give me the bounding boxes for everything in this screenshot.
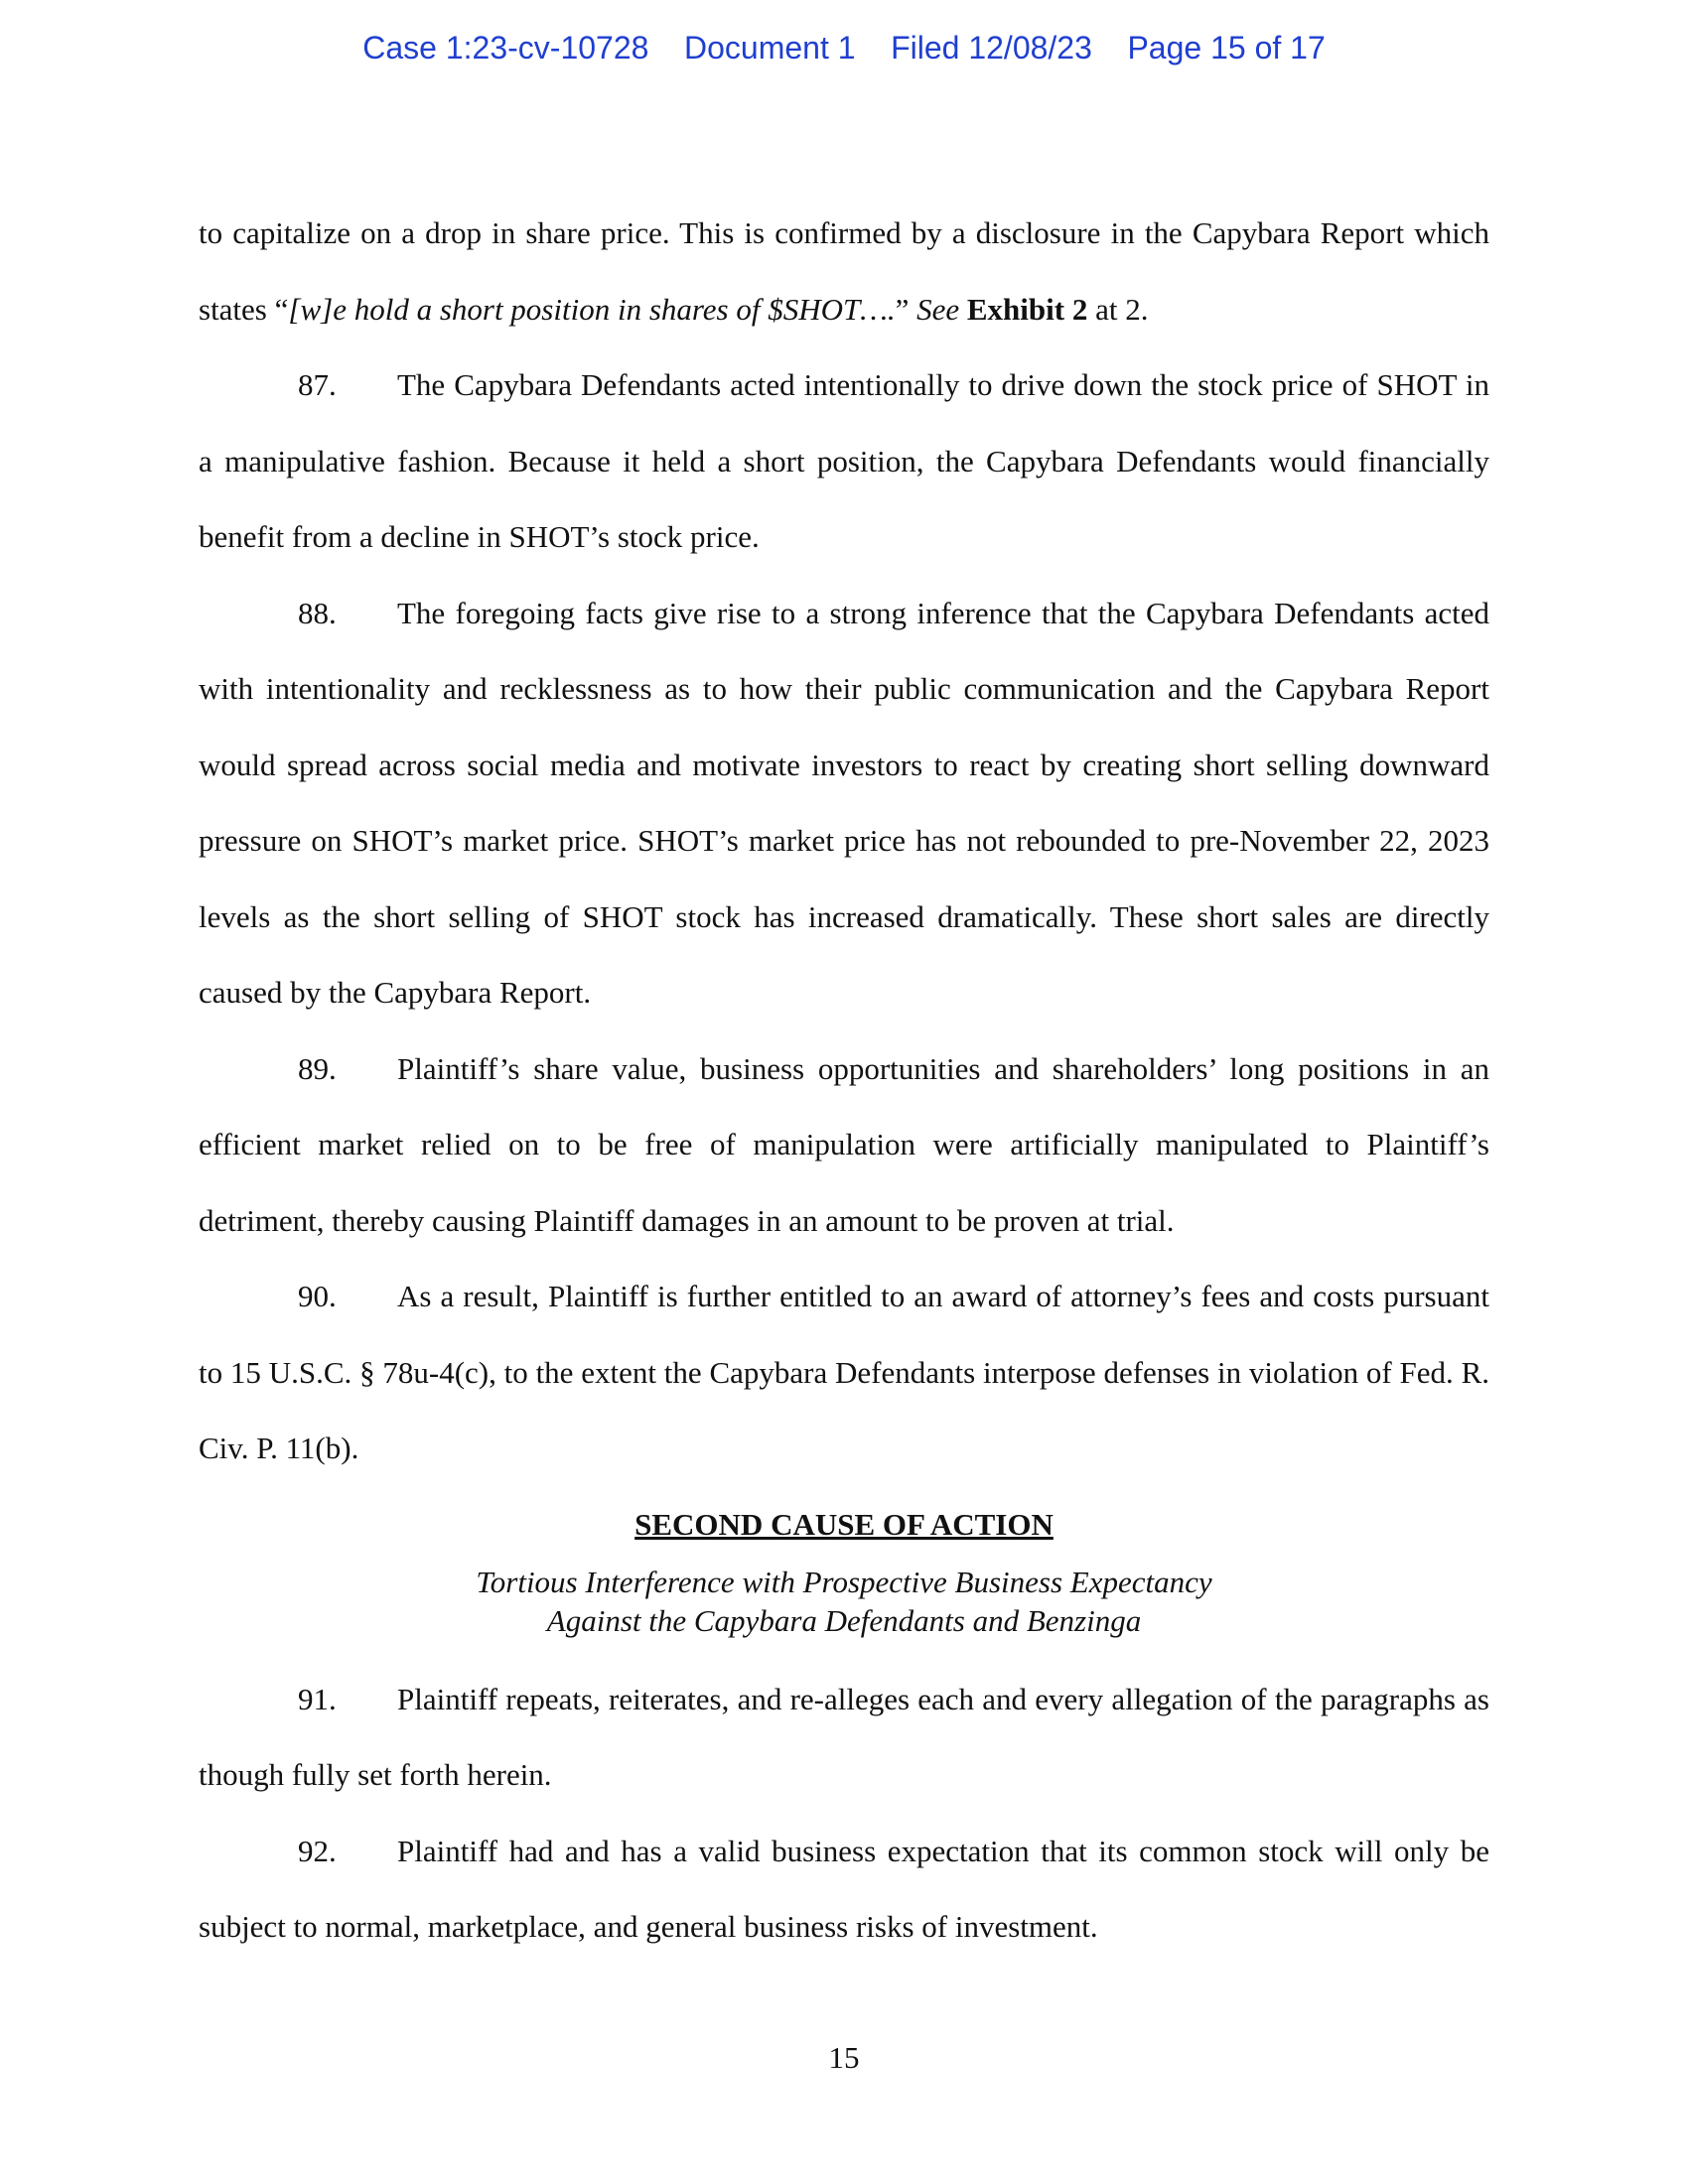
document-number: Document 1	[683, 30, 856, 66]
paragraph-text: As a result, Plaintiff is further entitled to an award of attorney’s fees and costs pursuant to 15 U.S.C. § 78u-4(c), to the extent the Capybara Defendants interpose defenses in violation of Fed. R. Civ. P. 11(b).	[199, 1279, 1489, 1465]
case-number: Case 1:23-cv-10728	[362, 30, 649, 66]
paragraph-text: The foregoing facts give rise to a strong inference that the Capybara Defendants acted with intentionality and recklessness as to how their public communication and the Capybara Report would spread across social media and motivate investors to react by creating short selling downward pressure on SHOT’s market price. SHOT’s market price has not rebounded to pre-November 22, 2023 levels as the short selling of SHOT stock has increased dramatically. These short sales are directly caused by the Capybara Report.	[199, 595, 1489, 1010]
quoted-text: [w]e hold a short position in shares of $SHOT….	[288, 291, 896, 327]
see-signal: See	[916, 291, 960, 327]
paragraph-text: to capitalize on a drop in share price. This is confirmed by a disclosure in the Capybara Report which states “	[199, 215, 1489, 327]
paragraph-number: 89.	[298, 1050, 337, 1086]
paragraph-text: Plaintiff had and has a valid business expectation that its common stock will only be subject to normal, marketplace, and general business risks of investment.	[199, 1833, 1489, 1944]
page-number: 15	[828, 2040, 860, 2075]
paragraph-number: 92.	[298, 1833, 337, 1868]
closing-quote: ”	[895, 291, 917, 327]
paragraph-89	[199, 1031, 1489, 1260]
paragraph-text: The Capybara Defendants acted intentionally to drive down the stock price of SHOT in a manipulative fashion. Because it held a short position, the Capybara Defendants would financially benefit from a decline in SHOT’s stock price.	[199, 367, 1489, 554]
page-count: Page 15 of 17	[1127, 30, 1326, 66]
paragraph-number: 91.	[298, 1681, 337, 1716]
subheading-line-2: Against the Capybara Defendants and Benzinga	[546, 1602, 1142, 1638]
case-header	[0, 30, 1688, 67]
paragraph-text: Plaintiff repeats, reiterates, and re-alleges each and every allegation of the paragraphs as though fully set forth herein.	[199, 1681, 1489, 1792]
section-subheading	[199, 1563, 1489, 1640]
exhibit-reference: Exhibit 2	[966, 291, 1088, 327]
paragraph-number: 87.	[298, 367, 337, 402]
paragraph-88	[199, 576, 1489, 1031]
section-heading: SECOND CAUSE OF ACTION	[634, 1506, 1054, 1542]
paragraph-91	[199, 1662, 1489, 1814]
document-body	[199, 196, 1489, 1966]
subheading-line-1: Tortious Interference with Prospective Business Expectancy	[476, 1564, 1212, 1599]
paragraph-continuation	[199, 196, 1489, 347]
paragraph-92	[199, 1814, 1489, 1966]
paragraph-number: 90.	[298, 1279, 337, 1313]
paragraph-number: 88.	[298, 595, 337, 630]
paragraph-text: at 2.	[1087, 291, 1149, 327]
filed-date: Filed 12/08/23	[891, 30, 1092, 66]
paragraph-text: Plaintiff’s share value, business opportunities and shareholders’ long positions in an efficient market relied on to be free of manipulation were artificially manipulated to Plaintiff’s detriment, thereby causing Plaintiff damages in an amount to be proven at trial.	[199, 1050, 1489, 1238]
paragraph-87	[199, 347, 1489, 576]
paragraph-90	[199, 1259, 1489, 1487]
